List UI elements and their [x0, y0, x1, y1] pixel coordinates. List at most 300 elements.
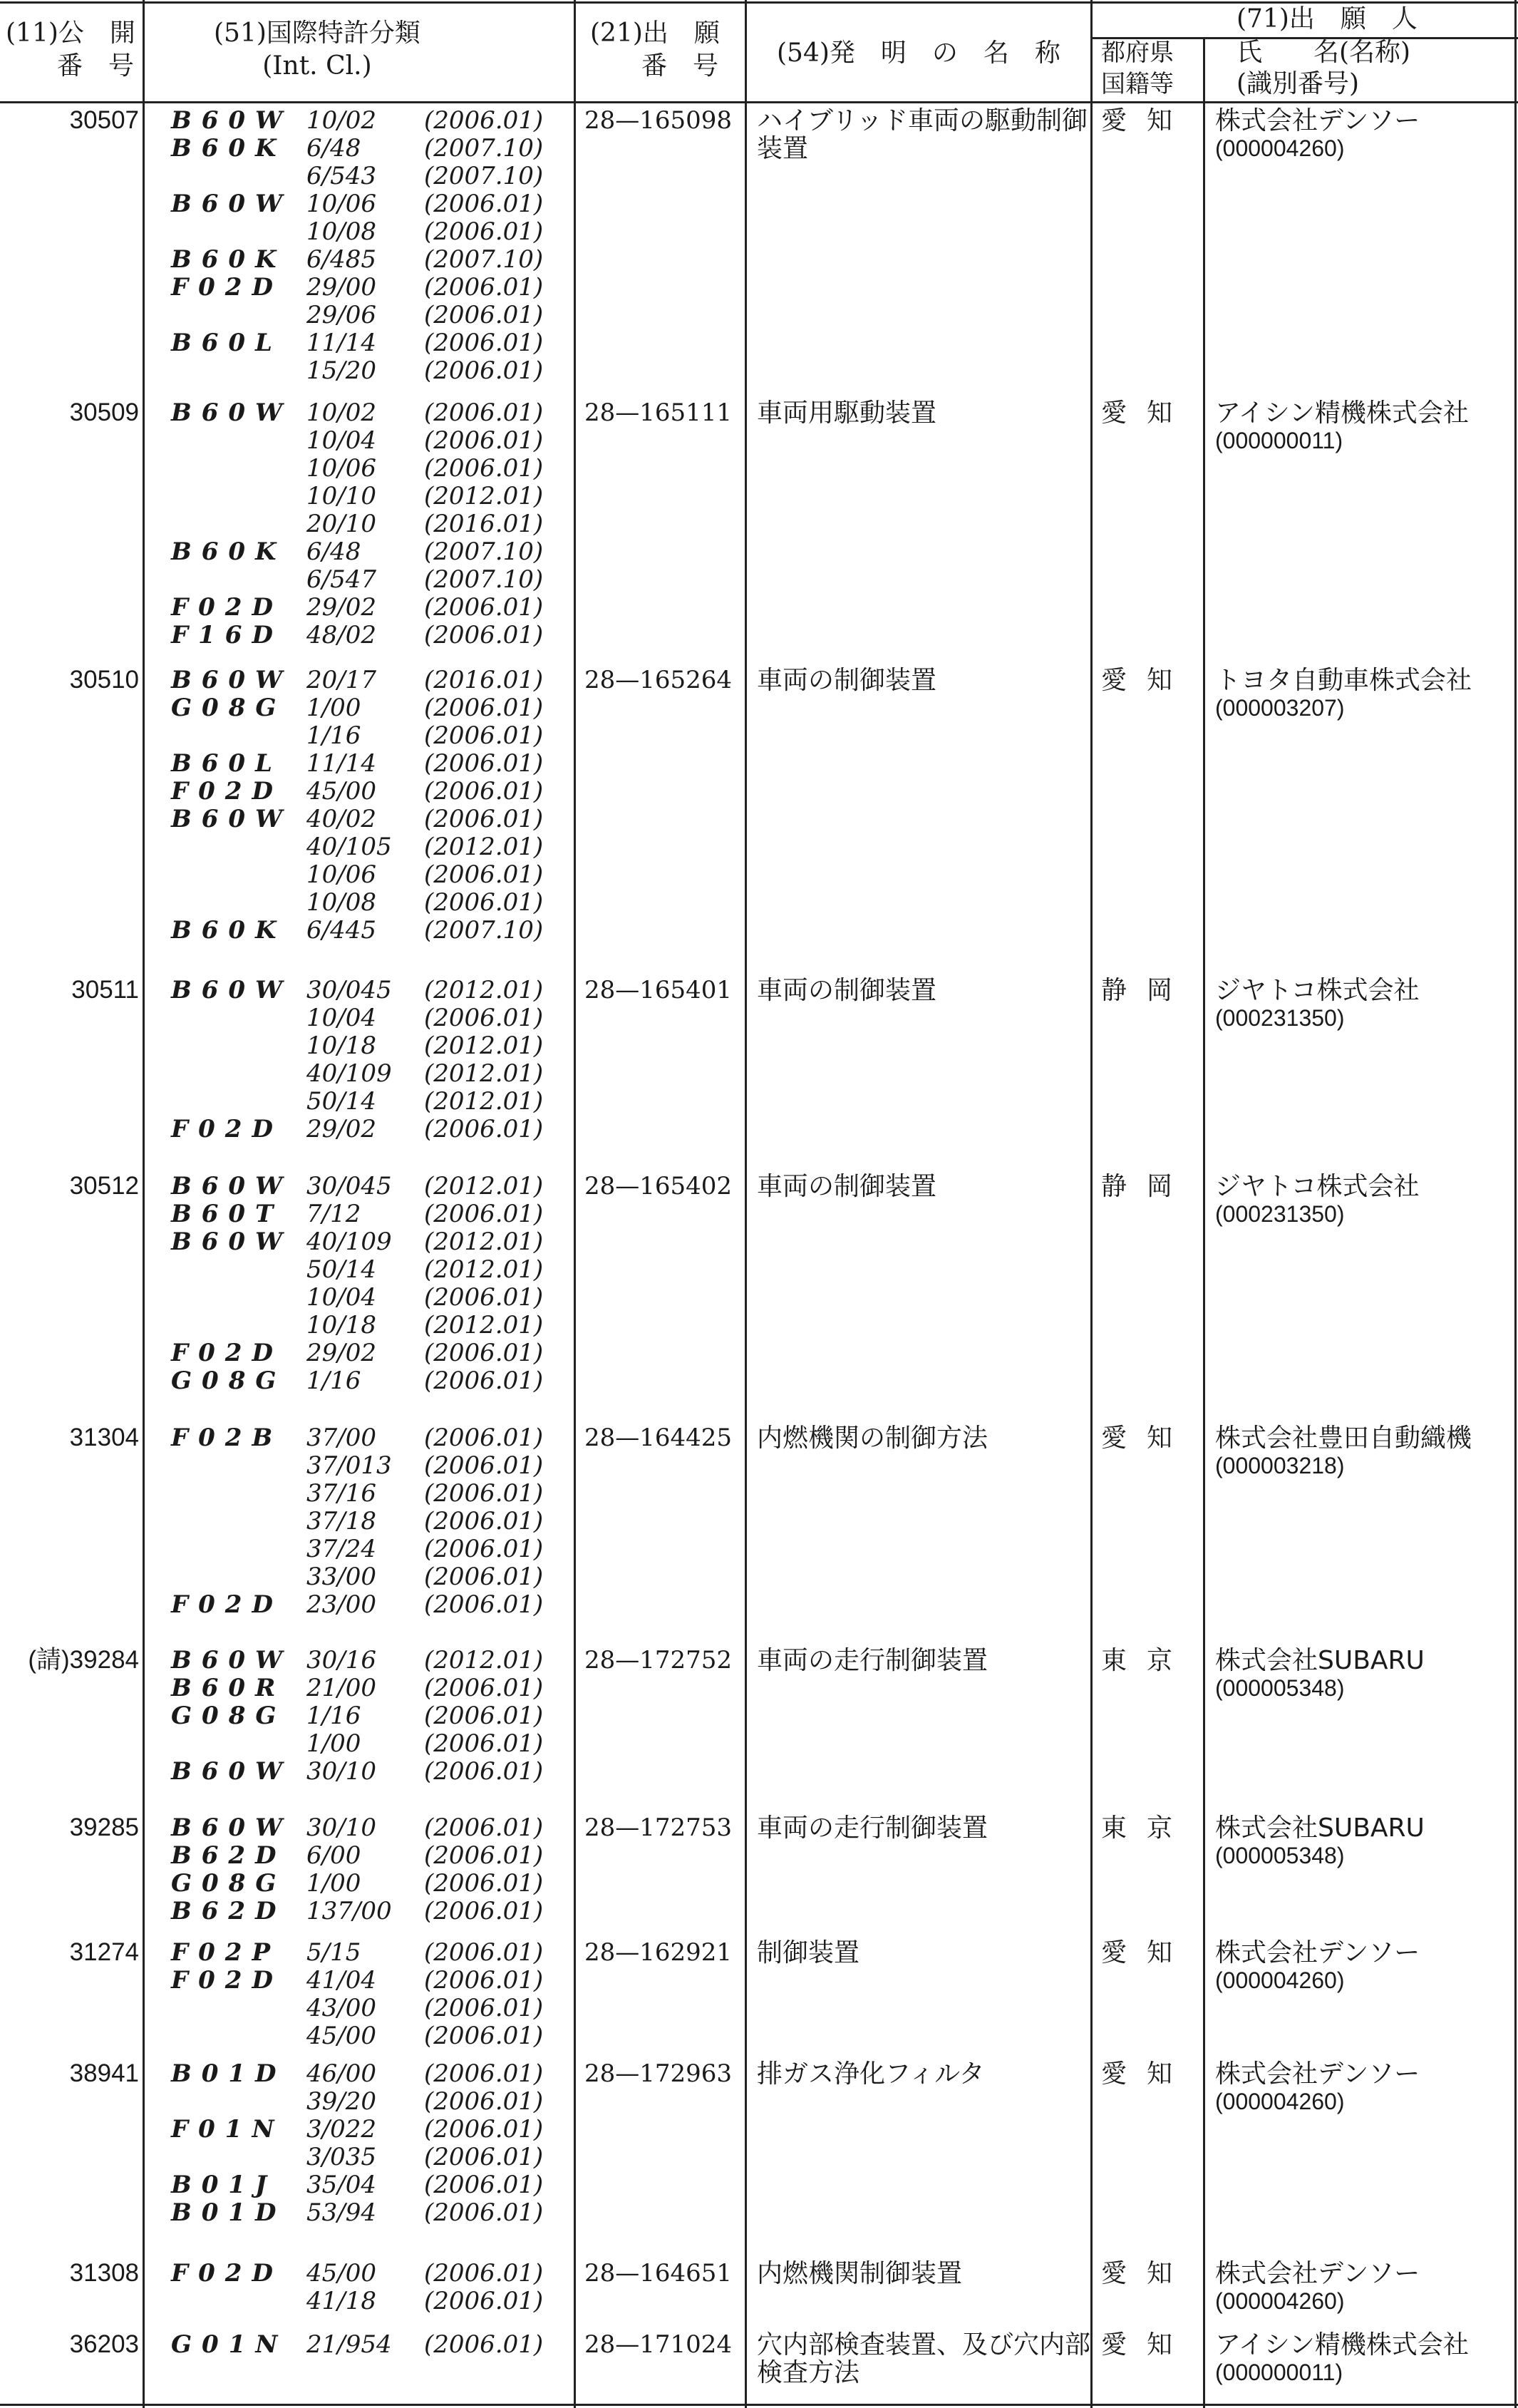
- ipc-version: (2006.01): [424, 2087, 544, 2116]
- ipc-group: 23/00: [306, 1590, 376, 1619]
- ipc-group: 29/06: [306, 301, 376, 329]
- ipc-version: (2006.01): [424, 217, 544, 246]
- ipc-version: (2012.01): [424, 1646, 544, 1674]
- ipc-group: 15/20: [306, 356, 376, 385]
- ipc-subclass: B60W: [171, 1757, 293, 1786]
- applicant-name: 株式会社デンソー: [1215, 2060, 1420, 2089]
- col-divider-title: [1090, 0, 1093, 2408]
- ipc-line: [171, 1535, 556, 1563]
- ipc-group: 21/00: [306, 1674, 376, 1702]
- ipc-list: [171, 1939, 556, 2050]
- ipc-group: 10/06: [306, 190, 376, 218]
- prefecture: 東京: [1101, 1646, 1193, 1675]
- ipc-group: 30/10: [306, 1813, 376, 1842]
- application-number: 28—165111: [584, 398, 733, 427]
- ipc-list: [171, 2060, 556, 2227]
- ipc-group: 40/02: [306, 805, 376, 833]
- publication-number: 31274: [69, 1938, 139, 1966]
- ipc-subclass: B60W: [171, 1646, 293, 1674]
- ipc-version: (2007.10): [424, 134, 544, 163]
- ipc-subclass: B60T: [171, 1200, 284, 1228]
- header-pub-no: (11)公 開 番 号: [6, 19, 135, 81]
- ipc-group: 3/035: [306, 2143, 376, 2171]
- ipc-group: 10/10: [306, 482, 376, 510]
- publication-number: 30507: [69, 106, 139, 134]
- ipc-group: 6/445: [306, 916, 376, 945]
- prefecture: 愛知: [1101, 106, 1193, 135]
- ipc-group: 45/00: [306, 777, 376, 806]
- ipc-subclass: B60L: [171, 329, 282, 357]
- ipc-line: [171, 2088, 556, 2116]
- ipc-group: 1/00: [306, 694, 361, 722]
- ipc-line: [171, 1060, 556, 1088]
- ipc-subclass: F02D: [171, 1590, 283, 1619]
- ipc-group: 6/485: [306, 245, 376, 274]
- ipc-group: 10/02: [306, 106, 376, 135]
- col-divider-pref: [1203, 37, 1205, 2408]
- applicant: [1215, 667, 1514, 722]
- ipc-subclass: B60W: [171, 1813, 293, 1842]
- application-number: 28—172963: [584, 2059, 733, 2088]
- ipc-line: [171, 1228, 556, 1256]
- ipc-group: 5/15: [306, 1938, 361, 1967]
- ipc-group: 29/02: [306, 1339, 376, 1367]
- ipc-version: (2006.01): [424, 426, 544, 455]
- ipc-version: (2012.01): [424, 1311, 544, 1339]
- ipc-line: [171, 1200, 556, 1228]
- ipc-line: [171, 1339, 556, 1367]
- ipc-version: (2006.01): [424, 1674, 544, 1702]
- ipc-group: 37/16: [306, 1479, 376, 1508]
- ipc-line: [171, 2171, 556, 2199]
- applicant-name: 株式会社SUBARU: [1215, 1647, 1425, 1675]
- applicant-name: ジヤトコ株式会社: [1215, 1173, 1420, 1201]
- ipc-line: [171, 722, 556, 750]
- publication-number: (請)39284: [28, 1646, 139, 1674]
- ipc-line: [171, 977, 556, 1004]
- ipc-version: (2012.01): [424, 976, 544, 1004]
- ipc-list: [171, 107, 556, 385]
- ipc-line: [171, 357, 556, 385]
- application-number: 28—164425: [584, 1424, 733, 1452]
- ipc-line: [171, 1424, 556, 1452]
- ipc-line: [171, 917, 556, 945]
- ipc-group: 10/08: [306, 217, 376, 246]
- ipc-line: [171, 667, 556, 694]
- ipc-group: 1/16: [306, 721, 361, 750]
- invention-title: 排ガス浄化フィルタ: [757, 2059, 985, 2089]
- ipc-group: 37/18: [306, 1507, 376, 1535]
- ipc-list: [171, 667, 556, 945]
- ipc-list: [171, 2331, 556, 2359]
- ipc-subclass: B01D: [171, 2059, 286, 2088]
- ipc-version: (2007.10): [424, 162, 544, 190]
- ipc-line: [171, 1702, 556, 1730]
- ipc-subclass: F02B: [171, 1424, 283, 1452]
- ipc-version: (2006.01): [424, 1367, 544, 1395]
- applicant: [1215, 1647, 1514, 1702]
- ipc-version: (2012.01): [424, 1087, 544, 1116]
- ipc-version: (2007.10): [424, 245, 544, 274]
- applicant-name: アイシン精機株式会社: [1215, 2331, 1469, 2360]
- ipc-version: (2006.01): [424, 621, 544, 649]
- ipc-line: [171, 1312, 556, 1339]
- invention-title: 穴内部検査装置、及び穴内部検査方法: [757, 2330, 1091, 2387]
- ipc-group: 10/02: [306, 398, 376, 427]
- applicant-id: (000231350): [1215, 1201, 1345, 1227]
- ipc-version: (2006.01): [424, 805, 544, 833]
- applicant-id: (000000011): [1215, 2360, 1343, 2385]
- header-applicant: (71)出 願 人: [1236, 4, 1418, 34]
- applicant: [1215, 1424, 1514, 1480]
- applicant-name: 株式会社SUBARU: [1215, 1814, 1425, 1843]
- ipc-line: [171, 274, 556, 302]
- applicant-id: (000003218): [1215, 1453, 1345, 1478]
- ipc-subclass: B60W: [171, 106, 293, 135]
- ipc-group: 1/16: [306, 1367, 361, 1395]
- ipc-line: [171, 1730, 556, 1758]
- ipc-subclass: B01D: [171, 2198, 286, 2227]
- application-number: 28—165401: [584, 976, 733, 1004]
- ipc-version: (2006.01): [424, 777, 544, 806]
- ipc-group: 29/00: [306, 273, 376, 302]
- ipc-version: (2006.01): [424, 2115, 544, 2144]
- ipc-line: [171, 163, 556, 190]
- ipc-group: 3/022: [306, 2115, 376, 2144]
- ipc-line: [171, 1898, 556, 1925]
- ipc-group: 10/18: [306, 1311, 376, 1339]
- ipc-group: 6/543: [306, 162, 376, 190]
- ipc-subclass: F02P: [171, 1938, 281, 1967]
- ipc-line: [171, 833, 556, 861]
- ipc-version: (2006.01): [424, 1563, 544, 1591]
- ipc-line: [171, 107, 556, 135]
- ipc-version: (2006.01): [424, 301, 544, 329]
- col-divider-ipc: [574, 0, 576, 2408]
- ipc-list: [171, 977, 556, 1143]
- invention-title: ハイブリッド車両の駆動制御装置: [757, 106, 1088, 163]
- invention-title: 車両の走行制御装置: [757, 1646, 988, 1675]
- ipc-group: 37/00: [306, 1424, 376, 1452]
- ipc-line: [171, 750, 556, 778]
- ipc-line: [171, 778, 556, 806]
- ipc-line: [171, 806, 556, 833]
- ipc-group: 45/00: [306, 2022, 376, 2050]
- ipc-line: [171, 622, 556, 649]
- prefecture: 静岡: [1101, 976, 1193, 1005]
- ipc-line: [171, 1647, 556, 1674]
- ipc-version: (2006.01): [424, 721, 544, 750]
- ipc-subclass: B60W: [171, 976, 293, 1004]
- ipc-version: (2006.01): [424, 2198, 544, 2227]
- ipc-subclass: B60W: [171, 666, 293, 694]
- ipc-version: (2006.01): [424, 2022, 544, 2050]
- prefecture: 愛知: [1101, 2259, 1193, 2288]
- ipc-line: [171, 1758, 556, 1786]
- ipc-subclass: B60W: [171, 1172, 293, 1200]
- ipc-subclass: G08G: [171, 694, 286, 722]
- ipc-version: (2006.01): [424, 1479, 544, 1508]
- ipc-line: [171, 538, 556, 566]
- ipc-subclass: G01N: [171, 2330, 288, 2359]
- ipc-version: (2006.01): [424, 454, 544, 483]
- ipc-subclass: F02D: [171, 1115, 283, 1143]
- ipc-version: (2006.01): [424, 2287, 544, 2315]
- invention-title: 内燃機関制御装置: [757, 2259, 963, 2288]
- header-title: (54)発 明 の 名 称: [777, 38, 1060, 68]
- application-number: 28—171024: [584, 2330, 733, 2359]
- ipc-group: 53/94: [306, 2198, 376, 2227]
- ipc-version: (2006.01): [424, 329, 544, 357]
- ipc-group: 10/08: [306, 888, 376, 917]
- ipc-line: [171, 1116, 556, 1143]
- ipc-group: 137/00: [306, 1897, 392, 1925]
- ipc-line: [171, 1284, 556, 1312]
- col-right-border: [1514, 0, 1517, 2408]
- ipc-line: [171, 1995, 556, 2022]
- ipc-subclass: F02D: [171, 273, 283, 302]
- ipc-line: [171, 2060, 556, 2088]
- applicant-name: 株式会社デンソー: [1215, 2260, 1420, 2288]
- ipc-version: (2006.01): [424, 749, 544, 778]
- ipc-subclass: B60W: [171, 1228, 293, 1256]
- publication-number: 30509: [69, 398, 139, 426]
- ipc-line: [171, 1480, 556, 1508]
- ipc-subclass: F01N: [171, 2115, 284, 2144]
- ipc-line: [171, 246, 556, 274]
- applicant-id: (000005348): [1215, 1675, 1345, 1701]
- ipc-subclass: G08G: [171, 1702, 286, 1730]
- ipc-group: 43/00: [306, 1994, 376, 2022]
- applicant-id: (000005348): [1215, 1843, 1345, 1868]
- ipc-subclass: B60W: [171, 190, 293, 218]
- ipc-line: [171, 2288, 556, 2315]
- ipc-line: [171, 1870, 556, 1898]
- applicant: [1215, 1939, 1514, 1995]
- ipc-group: 33/00: [306, 1563, 376, 1591]
- ipc-group: 37/013: [306, 1451, 392, 1480]
- ipc-list: [171, 1647, 556, 1786]
- prefecture: 愛知: [1101, 666, 1193, 695]
- ipc-version: (2006.01): [424, 1729, 544, 1758]
- ipc-version: (2006.01): [424, 860, 544, 889]
- bottom-rule: [0, 2404, 1518, 2406]
- ipc-group: 6/48: [306, 134, 361, 163]
- prefecture: 愛知: [1101, 2330, 1193, 2360]
- ipc-group: 10/06: [306, 860, 376, 889]
- ipc-group: 20/17: [306, 666, 376, 694]
- ipc-group: 10/06: [306, 454, 376, 483]
- ipc-group: 41/18: [306, 2287, 376, 2315]
- ipc-line: [171, 1032, 556, 1060]
- ipc-line: [171, 1173, 556, 1200]
- prefecture: 愛知: [1101, 2059, 1193, 2089]
- ipc-group: 50/14: [306, 1087, 376, 1116]
- ipc-subclass: B60K: [171, 537, 286, 566]
- invention-title: 車両の制御装置: [757, 666, 937, 695]
- application-number: 28—165098: [584, 106, 733, 135]
- ipc-line: [171, 455, 556, 483]
- ipc-group: 30/045: [306, 1172, 392, 1200]
- ipc-group: 7/12: [306, 1200, 361, 1228]
- ipc-line: [171, 2116, 556, 2144]
- ipc-version: (2006.01): [424, 2143, 544, 2171]
- ipc-group: 40/105: [306, 833, 392, 861]
- ipc-line: [171, 1939, 556, 1967]
- ipc-version: (2006.01): [424, 888, 544, 917]
- ipc-subclass: G08G: [171, 1869, 286, 1898]
- publication-number: 36203: [69, 2330, 139, 2358]
- ipc-version: (2006.01): [424, 190, 544, 218]
- ipc-line: [171, 594, 556, 622]
- ipc-line: [171, 218, 556, 246]
- ipc-line: [171, 1508, 556, 1535]
- ipc-version: (2006.01): [424, 1841, 544, 1870]
- ipc-line: [171, 1367, 556, 1395]
- ipc-subclass: B60R: [171, 1674, 286, 1702]
- ipc-group: 29/02: [306, 593, 376, 622]
- application-number: 28—164651: [584, 2259, 733, 2288]
- ipc-version: (2006.01): [424, 1869, 544, 1898]
- ipc-list: [171, 1424, 556, 1619]
- ipc-subclass: B60W: [171, 398, 293, 427]
- ipc-group: 1/16: [306, 1702, 361, 1730]
- prefecture: 東京: [1101, 1813, 1193, 1843]
- ipc-version: (2006.01): [424, 1938, 544, 1967]
- publication-number: 31308: [69, 2259, 139, 2287]
- ipc-line: [171, 399, 556, 427]
- ipc-version: (2012.01): [424, 1172, 544, 1200]
- ipc-line: [171, 2144, 556, 2171]
- application-number: 28—165402: [584, 1172, 733, 1200]
- ipc-group: 30/16: [306, 1646, 376, 1674]
- ipc-line: [171, 1256, 556, 1284]
- ipc-line: [171, 329, 556, 357]
- ipc-version: (2006.01): [424, 398, 544, 427]
- applicant: [1215, 399, 1514, 455]
- ipc-group: 40/109: [306, 1228, 392, 1256]
- header-bottom-rule: [0, 101, 1518, 103]
- ipc-version: (2006.01): [424, 1507, 544, 1535]
- ipc-version: (2006.01): [424, 1424, 544, 1452]
- ipc-version: (2006.01): [424, 1897, 544, 1925]
- prefecture: 静岡: [1101, 1172, 1193, 1201]
- ipc-group: 45/00: [306, 2259, 376, 2288]
- ipc-group: 40/109: [306, 1059, 392, 1088]
- ipc-version: (2006.01): [424, 1813, 544, 1842]
- ipc-version: (2006.01): [424, 694, 544, 722]
- ipc-line: [171, 2022, 556, 2050]
- ipc-line: [171, 1842, 556, 1870]
- ipc-line: [171, 1591, 556, 1619]
- ipc-version: (2006.01): [424, 2259, 544, 2288]
- ipc-group: 21/954: [306, 2330, 392, 2359]
- ipc-subclass: F02D: [171, 593, 283, 622]
- applicant-id: (000004260): [1215, 1967, 1345, 1993]
- ipc-group: 1/00: [306, 1869, 361, 1898]
- ipc-line: [171, 483, 556, 510]
- ipc-group: 10/04: [306, 1283, 376, 1312]
- applicant-id: (000003207): [1215, 695, 1345, 721]
- ipc-version: (2006.01): [424, 1339, 544, 1367]
- publication-number: 39285: [69, 1813, 139, 1841]
- ipc-group: 10/04: [306, 1004, 376, 1032]
- ipc-group: 39/20: [306, 2087, 376, 2116]
- ipc-version: (2007.10): [424, 537, 544, 566]
- applicant-name: ジヤトコ株式会社: [1215, 977, 1420, 1005]
- ipc-subclass: F16D: [171, 621, 283, 649]
- ipc-group: 1/00: [306, 1729, 361, 1758]
- header-ipc: (51)国際特許分類 (Int. Cl.): [214, 19, 420, 81]
- invention-title: 車両の制御装置: [757, 976, 937, 1005]
- applicant-id: (000004260): [1215, 2288, 1345, 2314]
- ipc-version: (2006.01): [424, 2171, 544, 2199]
- ipc-line: [171, 1452, 556, 1480]
- ipc-subclass: B60W: [171, 805, 293, 833]
- ipc-line: [171, 1004, 556, 1032]
- ipc-version: (2006.01): [424, 1451, 544, 1480]
- ipc-version: (2006.01): [424, 1200, 544, 1228]
- ipc-line: [171, 566, 556, 594]
- ipc-version: (2006.01): [424, 593, 544, 622]
- applicant: [1215, 2060, 1514, 2116]
- ipc-group: 20/10: [306, 510, 376, 538]
- ipc-line: [171, 427, 556, 455]
- invention-title: 車両用駆動装置: [757, 398, 937, 428]
- ipc-line: [171, 2199, 556, 2227]
- ipc-version: (2006.01): [424, 356, 544, 385]
- ipc-list: [171, 1173, 556, 1395]
- applicant: [1215, 1173, 1514, 1228]
- applicant-name: トヨタ自動車株式会社: [1215, 667, 1472, 695]
- applicant-id: (000004260): [1215, 135, 1345, 161]
- ipc-subclass: B60K: [171, 245, 286, 274]
- ipc-version: (2006.01): [424, 1590, 544, 1619]
- ipc-subclass: B01J: [171, 2171, 277, 2199]
- ipc-line: [171, 510, 556, 538]
- ipc-line: [171, 1674, 556, 1702]
- applicant-id: (000000011): [1215, 428, 1343, 453]
- col-divider-pub: [143, 0, 145, 2408]
- ipc-group: 11/14: [306, 329, 376, 357]
- application-number: 28—172752: [584, 1646, 733, 1674]
- prefecture: 愛知: [1101, 1938, 1193, 1967]
- ipc-version: (2016.01): [424, 510, 544, 538]
- ipc-version: (2012.01): [424, 833, 544, 861]
- ipc-line: [171, 302, 556, 329]
- header-app-no: (21)出 願 番 号: [590, 19, 720, 81]
- header-pref: 都府県 国籍等: [1101, 38, 1174, 98]
- applicant: [1215, 977, 1514, 1032]
- applicant: [1215, 107, 1514, 163]
- applicant: [1215, 2260, 1514, 2315]
- ipc-version: (2006.01): [424, 2330, 544, 2359]
- ipc-group: 37/24: [306, 1535, 376, 1563]
- ipc-version: (2006.01): [424, 1004, 544, 1032]
- applicant-id: (000004260): [1215, 2089, 1345, 2114]
- invention-title: 内燃機関の制御方法: [757, 1424, 988, 1453]
- applicant-name: アイシン精機株式会社: [1215, 399, 1469, 428]
- ipc-group: 10/18: [306, 1031, 376, 1060]
- publication-number: 30510: [69, 666, 139, 694]
- ipc-version: (2012.01): [424, 1031, 544, 1060]
- ipc-version: (2006.01): [424, 106, 544, 135]
- applicant-name: 株式会社豊田自動織機: [1215, 1424, 1472, 1453]
- ipc-line: [171, 135, 556, 163]
- ipc-version: (2007.10): [424, 565, 544, 594]
- invention-title: 車両の制御装置: [757, 1172, 937, 1201]
- application-number: 28—162921: [584, 1938, 733, 1967]
